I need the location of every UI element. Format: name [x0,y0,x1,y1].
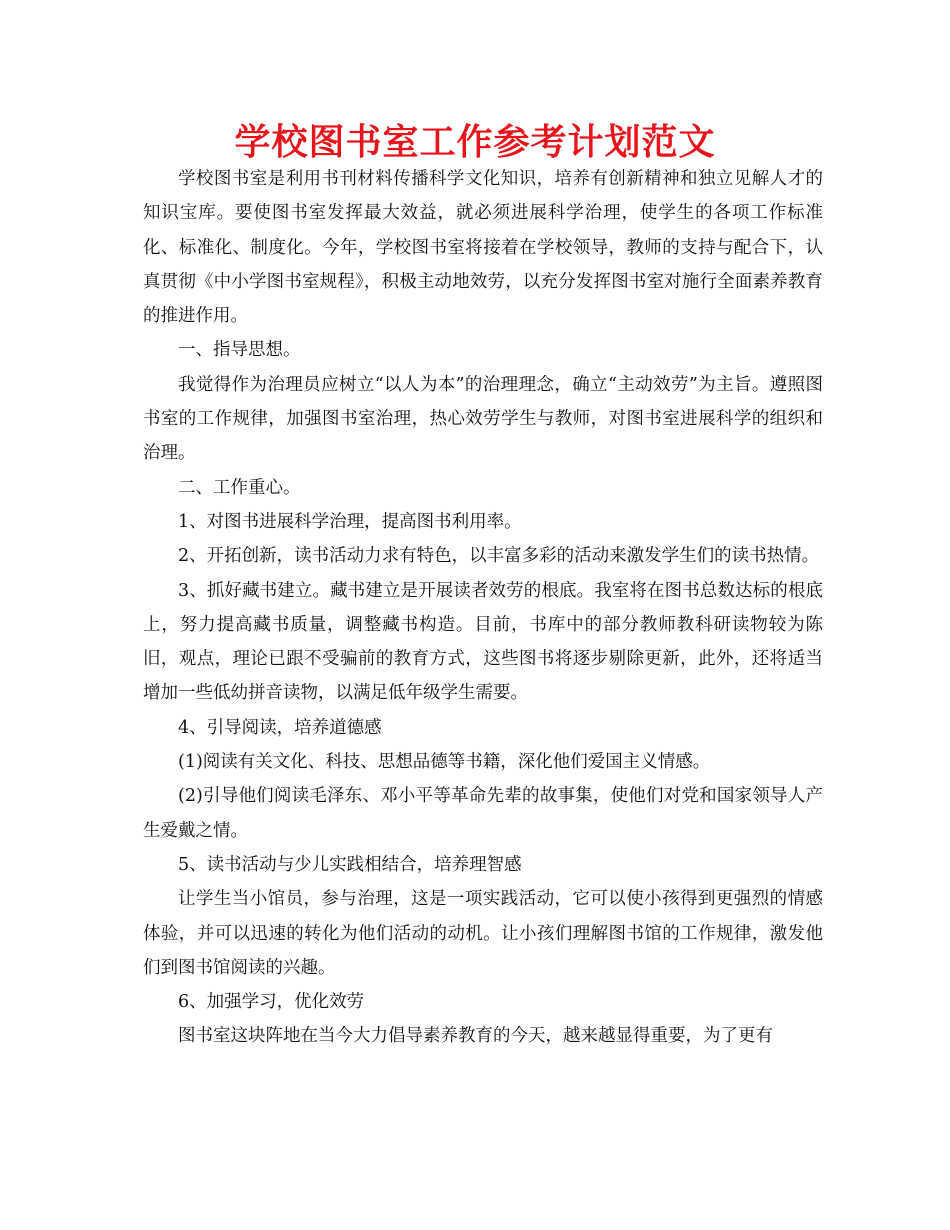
heading-guiding-ideology: 一、指导思想。 [178,340,301,361]
heading-work-focus: 二、工作重心。 [178,477,301,498]
list-item-6: 6、加强学习，优化效劳 [178,992,365,1013]
paragraph-guiding-ideology: 我觉得作为治理员应树立“以人为本”的治理理念，确立“主动效劳”为主旨。遵照图书室的工作规律，加强图书室治理，热心效劳学生与教师，对图书室进展科学的组织和治理。 [143,374,823,464]
list-item-1: 1、对图书进展科学治理，提高图书利用率。 [178,511,522,532]
paragraph-item-5: 让学生当小馆员，参与治理，这是一项实践活动，它可以使小孩得到更强烈的情感体验，并可以迅速的转化为他们活动的动机。让小孩们理解图书馆的工作规律，激发他们到图书馆阅读的兴趣。 [143,889,823,978]
list-item-4: 4、引导阅读，培养道德感 [178,717,382,738]
paragraph-item-6: 图书室这块阵地在当今大力倡导素养教育的今天，越来越显得重要，为了更有 [178,1026,773,1047]
list-item-5: 5、读书活动与少儿实践相结合，培养理智感 [178,854,522,875]
list-item-3: 3、抓好藏书建立。藏书建立是开展读者效劳的根底。我室将在图书总数达标的根底上，努力提高藏书质量，调整藏书构造。目前，书库中的部分教师教科研读物较为陈旧，观点，理论已跟不受骗前的教育方式，这些图书将逐步剔除更新，此外，还将适当增加一些低幼拼音读物，以满足低年级学生需要。 [143,580,823,704]
document-body [143,162,823,1054]
sub-item-4-1: (1)阅读有关文化、科技、思想品德等书籍，深化他们爱国主义情感。 [178,752,711,773]
paragraph-intro: 学校图书室是利用书刊材料传播科学文化知识，培养有创新精神和独立见解人才的知识宝库。要使图书室发挥最大效益，就必须进展科学治理，使学生的各项工作标准化、标准化、制度化。今年，学校图书室将接着在学校领导，教师的支持与配合下，认真贯彻《中小学图书室规程》，积极主动地效劳，以充分发挥图书室对施行全面素养教育的推进作用。 [143,169,823,327]
list-item-2: 2、开拓创新，读书活动力求有特色，以丰富多彩的活动来激发学生们的读书热情。 [178,546,820,567]
document-title: 学校图书室工作参考计划范文 [234,122,716,163]
sub-item-4-2: (2)引导他们阅读毛泽东、邓小平等革命先辈的故事集，使他们对党和国家领导人产生爱戴之情。 [143,786,823,841]
